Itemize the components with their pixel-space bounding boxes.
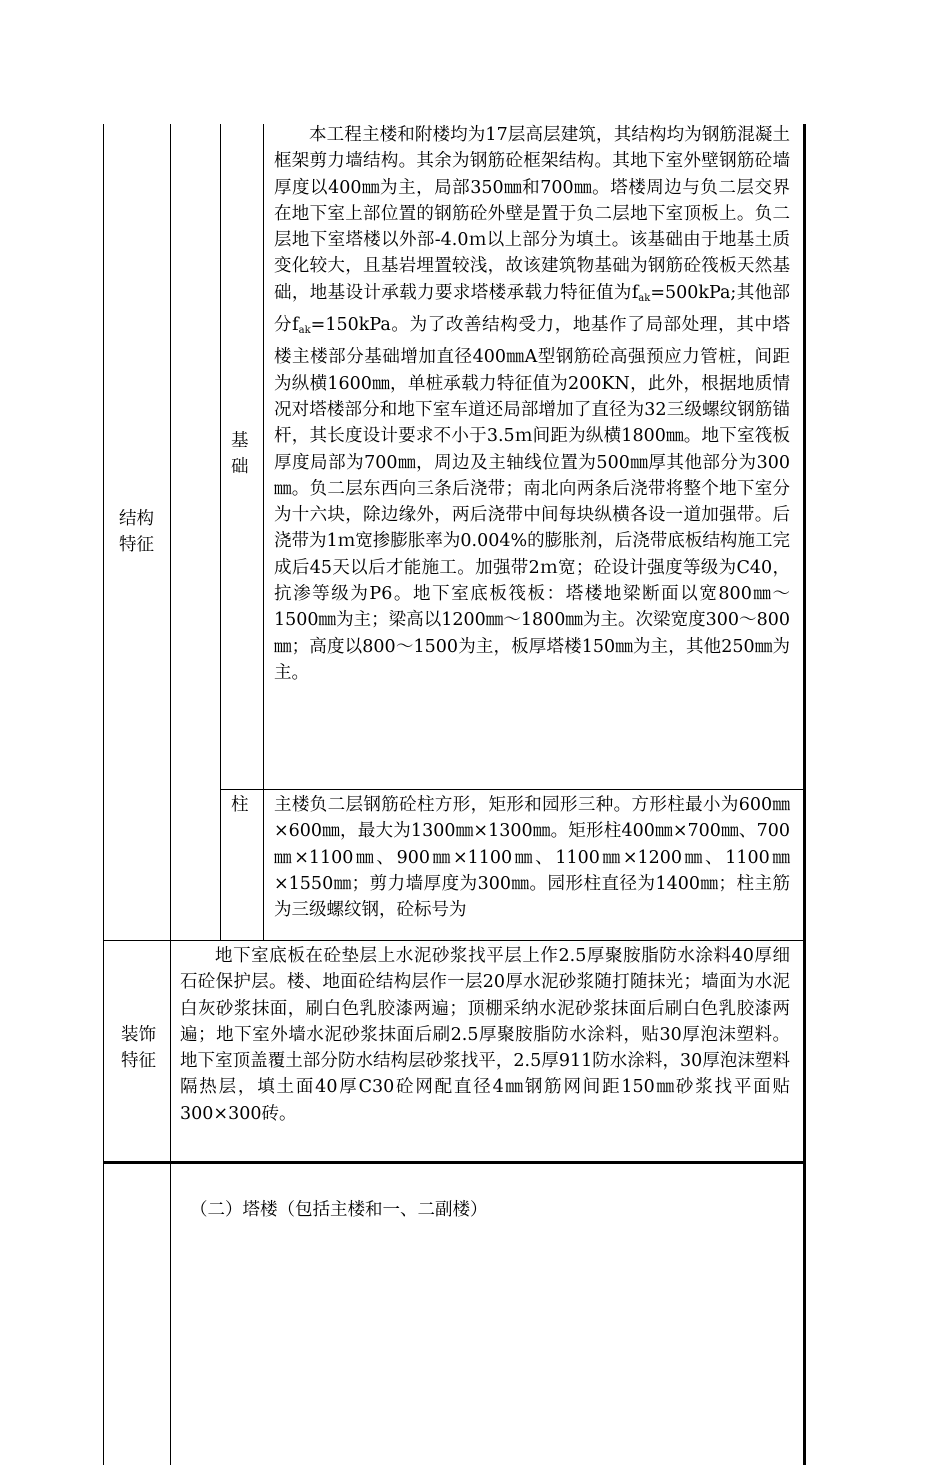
table-left-border bbox=[103, 124, 104, 1465]
structure-label-line2: 特征 bbox=[119, 535, 154, 555]
table-col-divider-3 bbox=[263, 124, 264, 941]
structure-label bbox=[119, 506, 154, 558]
foundation-text-part2: 为了改善结构受力，地基作了局部处理，其中塔楼主楼部分基础增加直径400㎜A型钢筋砼高强预应力管桩，间距为纵横1600㎜，单桩承载力特征值为200KN，此外，根据地质情况对塔楼部分和地下室车道还局部增加了直径为32三级螺纹钢筋锚杆，其长度设计要求不小于3.5ｍ间距为纵横1800㎜。地下室筏板厚度局部为700㎜，周边及主轴线位置为500㎜厚其他部分为300㎜。负二层东西向三条后浇带；南北向两条后浇带将整个地下室分为十六块，除边缘外，两后浇带中间每块纵横各设一道加强带。后浇带为1ｍ宽掺膨胀率为0.004%的膨胀剂，后浇带底板结构施工完成后45天以后才能施工。加强带2ｍ宽；砼设计强度等级为C40，抗渗等级为P6。地下室底板筏板：塔楼地梁断面以宽800㎜～1500㎜为主；梁高以1200㎜～1800㎜为主。次梁宽度300～800㎜；高度以800～1500为主，板厚塔楼150㎜为主，其他250㎜为主。 bbox=[274, 315, 791, 683]
table-col-divider-1 bbox=[170, 124, 171, 1465]
foundation-label-line2: 础 bbox=[231, 457, 249, 477]
foundation-label-line1: 基 bbox=[231, 431, 249, 451]
table-col-divider-2 bbox=[220, 124, 221, 941]
row-divider-structure-decoration bbox=[103, 940, 805, 941]
table-bottom-border bbox=[103, 1161, 806, 1164]
structure-label-line1: 结构 bbox=[119, 509, 154, 529]
section-caption: （二）塔楼（包括主楼和一、二副楼） bbox=[190, 1200, 488, 1220]
decoration-label-line1: 装饰 bbox=[121, 1025, 156, 1045]
fak-value-other: =150kPa。 bbox=[310, 315, 410, 336]
fak-symbol-2: $f_{ak}$ bbox=[292, 315, 311, 337]
decoration-label bbox=[121, 1022, 156, 1074]
table-right-border bbox=[803, 124, 806, 1465]
row-divider-foundation-column bbox=[220, 789, 805, 790]
decoration-text: 地下室底板在砼垫层上水泥砂浆找平层上作2.5厚聚胺脂防水涂料40厚细石砼保护层。楼、地面砼结构层作一层20厚水泥砂浆随打随抹光；墙面为水泥白灰砂浆抹面，刷白色乳胶漆两遍；顶棚采纳水泥砂浆抹面后刷白色乳胶漆两遍；地下室外墙水泥砂浆抹面后刷2.5厚聚胺脂防水涂料，贴30厚泡沫塑料。地下室顶盖覆土部分防水结构层砂浆找平，2.5厚911防水涂料，30厚泡沫塑料隔热层，填土面40厚C30砼网配直径4㎜钢筋网间距150㎜砂浆找平面贴300×300砖。 bbox=[180, 946, 790, 1124]
foundation-text-part1: 本工程主楼和附楼均为17层高层建筑，其结构均为钢筋混凝土框架剪力墙结构。其余为钢筋砼框架结构。其地下室外壁钢筋砼墙厚度以400㎜为主，局部350㎜和700㎜。塔楼周边与负二层交界在地下室上部位置的钢筋砼外壁是置于负二层地下室顶板上。负二层地下室塔楼以外部-4.0ｍ以上部分为填土。该基础由于地基土质变化较大，且基岩埋置较浅，故该建筑物基础为钢筋砼筏板天然基础，地基设计承载力要求塔楼承载力特征值为 bbox=[274, 125, 790, 303]
foundation-label bbox=[231, 428, 249, 480]
fak-value-tower: =500kPa;其他部分 bbox=[274, 282, 790, 336]
foundation-text bbox=[274, 122, 790, 686]
decoration-label-line2: 特征 bbox=[121, 1051, 156, 1071]
fak-symbol-1: $f_{ak}$ bbox=[631, 282, 651, 304]
column-text: 主楼负二层钢筋砼柱方形，矩形和园形三种。方形柱最小为600㎜×600㎜，最大为1300㎜×1300㎜。矩形柱400㎜×700㎜、700㎜×1100㎜、900㎜×1100㎜、1100㎜×1200㎜、1100㎜×1550㎜；剪力墙厚度为300㎜。园形柱直径为1400㎜；柱主筋为三级螺纹钢，砼标号为 bbox=[274, 795, 790, 921]
column-label: 柱 bbox=[231, 795, 249, 815]
